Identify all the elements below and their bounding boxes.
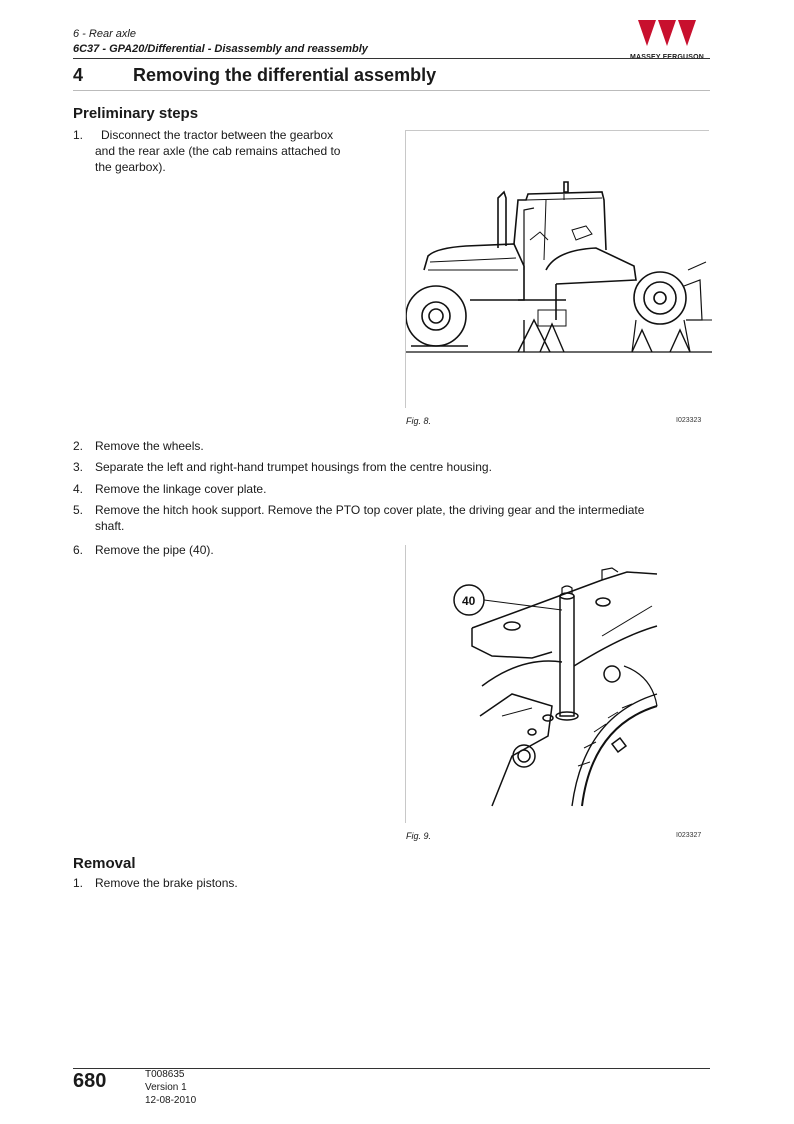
step-line: the gearbox).: [95, 160, 166, 174]
callout-label: 40: [462, 594, 476, 608]
heading-rule: [73, 90, 710, 91]
step-text: Separate the left and right-hand trumpet housings from the centre housing.: [95, 460, 492, 474]
figure-caption: Fig. 9.: [406, 831, 432, 841]
step-number: 1.: [73, 876, 84, 890]
step-text: Remove the linkage cover plate.: [95, 482, 267, 496]
chapter-title: 6 - Rear axle: [73, 28, 136, 40]
section-title: 6C37 - GPA20/Differential - Disassembly and reassembly: [73, 43, 368, 55]
header-rule: [73, 58, 710, 59]
figure-id: I023327: [676, 832, 702, 839]
tractor-split-illustration: [406, 170, 712, 370]
figure-id: I023323: [676, 417, 702, 424]
removal-heading: Removal: [73, 855, 136, 872]
step-line: and the rear axle (the cab remains attached to: [95, 144, 341, 158]
document-version: Version 1: [145, 1082, 187, 1093]
figure-frame-top: [405, 130, 709, 131]
step-number: 4.: [73, 482, 84, 496]
page-title: Removing the differential assembly: [133, 65, 437, 85]
step-number: 5.: [73, 503, 84, 517]
figure-frame-left: [405, 545, 406, 823]
step-text: Remove the hitch hook support. Remove the PTO top cover plate, the driving gear and the intermediate: [95, 503, 645, 517]
step-line: Disconnect the tractor between the gearbox: [101, 128, 334, 142]
step-number: 3.: [73, 460, 84, 474]
step-number: 6.: [73, 543, 84, 557]
step-text: Remove the pipe (40).: [95, 543, 214, 557]
document-number: T008635: [145, 1069, 185, 1080]
differential-housing-pipe-illustration: [452, 566, 662, 811]
triple-triangle-logo-icon: [636, 18, 698, 48]
step-text: Remove the brake pistons.: [95, 876, 238, 890]
step-number: 2.: [73, 439, 84, 453]
step-text: [95, 127, 380, 175]
brand-logo: [622, 18, 712, 60]
preliminary-steps-heading: Preliminary steps: [73, 105, 199, 122]
step-text-continued: shaft.: [95, 519, 125, 533]
heading-number: 4: [73, 65, 84, 85]
document-date: 12-08-2010: [145, 1095, 197, 1106]
logo-text: MASSEY FERGUSON: [629, 54, 705, 61]
step-number: 1.: [73, 128, 84, 142]
step-text: Remove the wheels.: [95, 439, 204, 453]
figure-caption: Fig. 8.: [406, 416, 432, 426]
page-number: 680: [73, 1070, 107, 1092]
